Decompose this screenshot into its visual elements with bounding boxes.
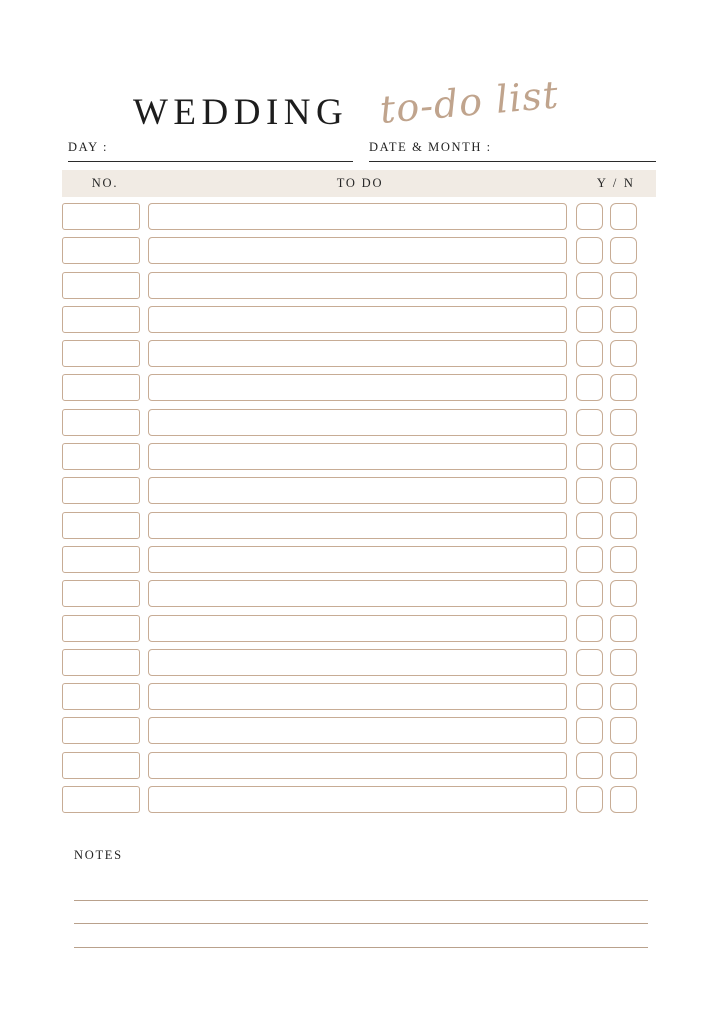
table-row — [62, 339, 656, 368]
day-field[interactable] — [68, 139, 353, 162]
checkbox-no[interactable] — [610, 786, 637, 813]
row-todo-input[interactable] — [148, 615, 567, 642]
checkbox-no[interactable] — [610, 306, 637, 333]
table-row — [62, 408, 656, 437]
row-checkbox-group — [576, 443, 656, 470]
row-checkbox-group — [576, 649, 656, 676]
row-todo-input[interactable] — [148, 512, 567, 539]
row-number-input[interactable] — [62, 374, 140, 401]
checkbox-no[interactable] — [610, 477, 637, 504]
notes-line[interactable] — [74, 924, 648, 948]
checkbox-no[interactable] — [610, 443, 637, 470]
row-checkbox-group — [576, 237, 656, 264]
notes-line[interactable] — [74, 901, 648, 925]
checkbox-yes[interactable] — [576, 340, 603, 367]
checkbox-yes[interactable] — [576, 615, 603, 642]
row-number-input[interactable] — [62, 717, 140, 744]
checkbox-yes[interactable] — [576, 649, 603, 676]
row-todo-input[interactable] — [148, 580, 567, 607]
row-number-input[interactable] — [62, 409, 140, 436]
row-number-input[interactable] — [62, 512, 140, 539]
checkbox-no[interactable] — [610, 340, 637, 367]
row-checkbox-group — [576, 340, 656, 367]
checkbox-no[interactable] — [610, 717, 637, 744]
checkbox-no[interactable] — [610, 649, 637, 676]
row-todo-input[interactable] — [148, 409, 567, 436]
meta-row — [68, 140, 656, 162]
row-checkbox-group — [576, 752, 656, 779]
column-header-no: NO. — [91, 176, 119, 190]
checkbox-no[interactable] — [610, 272, 637, 299]
table-row — [62, 236, 656, 265]
row-todo-input[interactable] — [148, 443, 567, 470]
row-todo-input[interactable] — [148, 374, 567, 401]
row-number-input[interactable] — [62, 443, 140, 470]
page-title: WEDDING — [133, 92, 349, 133]
table-row — [62, 751, 656, 780]
row-todo-input[interactable] — [148, 237, 567, 264]
row-todo-input[interactable] — [148, 203, 567, 230]
checkbox-yes[interactable] — [576, 580, 603, 607]
row-todo-input[interactable] — [148, 306, 567, 333]
row-number-input[interactable] — [62, 615, 140, 642]
checkbox-no[interactable] — [610, 409, 637, 436]
row-todo-input[interactable] — [148, 717, 567, 744]
date-month-label: DATE & MONTH : — [369, 140, 498, 155]
row-todo-input[interactable] — [148, 272, 567, 299]
row-number-input[interactable] — [62, 786, 140, 813]
day-label: DAY : — [68, 140, 114, 155]
notes-title: NOTES — [74, 848, 123, 862]
row-number-input[interactable] — [62, 272, 140, 299]
row-checkbox-group — [576, 409, 656, 436]
checkbox-yes[interactable] — [576, 409, 603, 436]
todo-table — [62, 170, 656, 819]
column-header-todo: TO DO — [336, 176, 384, 190]
row-checkbox-group — [576, 683, 656, 710]
checkbox-yes[interactable] — [576, 203, 603, 230]
row-todo-input[interactable] — [148, 752, 567, 779]
table-row — [62, 545, 656, 574]
checkbox-no[interactable] — [610, 683, 637, 710]
table-row — [62, 716, 656, 745]
checkbox-yes[interactable] — [576, 272, 603, 299]
checkbox-no[interactable] — [610, 546, 637, 573]
checkbox-yes[interactable] — [576, 752, 603, 779]
table-row — [62, 511, 656, 540]
checkbox-yes[interactable] — [576, 306, 603, 333]
row-checkbox-group — [576, 786, 656, 813]
checkbox-no[interactable] — [610, 237, 637, 264]
checkbox-yes[interactable] — [576, 546, 603, 573]
checkbox-no[interactable] — [610, 580, 637, 607]
row-number-input[interactable] — [62, 203, 140, 230]
table-row — [62, 202, 656, 231]
row-checkbox-group — [576, 512, 656, 539]
table-row — [62, 442, 656, 471]
row-checkbox-group — [576, 580, 656, 607]
table-row — [62, 271, 656, 300]
table-row — [62, 682, 656, 711]
row-checkbox-group — [576, 546, 656, 573]
table-header-row — [62, 170, 656, 197]
row-todo-input[interactable] — [148, 340, 567, 367]
row-checkbox-group — [576, 203, 656, 230]
row-checkbox-group — [576, 477, 656, 504]
row-number-input[interactable] — [62, 237, 140, 264]
column-header-yn: Y / N — [596, 176, 636, 190]
page-header — [0, 44, 724, 133]
row-number-input[interactable] — [62, 306, 140, 333]
row-number-input[interactable] — [62, 580, 140, 607]
table-row — [62, 648, 656, 677]
checkbox-yes[interactable] — [576, 374, 603, 401]
table-row — [62, 373, 656, 402]
row-number-input[interactable] — [62, 683, 140, 710]
date-month-field[interactable] — [369, 139, 656, 162]
table-row — [62, 476, 656, 505]
table-row — [62, 785, 656, 814]
row-checkbox-group — [576, 272, 656, 299]
row-checkbox-group — [576, 374, 656, 401]
checkbox-yes[interactable] — [576, 512, 603, 539]
row-checkbox-group — [576, 717, 656, 744]
page-subtitle-script: to-do list — [378, 72, 561, 132]
checkbox-yes[interactable] — [576, 683, 603, 710]
checkbox-yes[interactable] — [576, 443, 603, 470]
row-number-input[interactable] — [62, 752, 140, 779]
notes-section — [74, 848, 648, 948]
table-row — [62, 579, 656, 608]
row-todo-input[interactable] — [148, 786, 567, 813]
row-checkbox-group — [576, 615, 656, 642]
checkbox-no[interactable] — [610, 512, 637, 539]
notes-line[interactable] — [74, 877, 648, 901]
checkbox-no[interactable] — [610, 203, 637, 230]
checkbox-yes[interactable] — [576, 477, 603, 504]
table-row — [62, 614, 656, 643]
row-todo-input[interactable] — [148, 649, 567, 676]
row-number-input[interactable] — [62, 649, 140, 676]
checkbox-no[interactable] — [610, 752, 637, 779]
row-todo-input[interactable] — [148, 546, 567, 573]
row-number-input[interactable] — [62, 477, 140, 504]
checkbox-no[interactable] — [610, 374, 637, 401]
row-todo-input[interactable] — [148, 477, 567, 504]
checkbox-no[interactable] — [610, 615, 637, 642]
checkbox-yes[interactable] — [576, 717, 603, 744]
checkbox-yes[interactable] — [576, 786, 603, 813]
row-todo-input[interactable] — [148, 683, 567, 710]
notes-lines — [74, 877, 648, 948]
row-number-input[interactable] — [62, 546, 140, 573]
checkbox-yes[interactable] — [576, 237, 603, 264]
row-number-input[interactable] — [62, 340, 140, 367]
table-body — [62, 202, 656, 814]
row-checkbox-group — [576, 306, 656, 333]
table-row — [62, 305, 656, 334]
